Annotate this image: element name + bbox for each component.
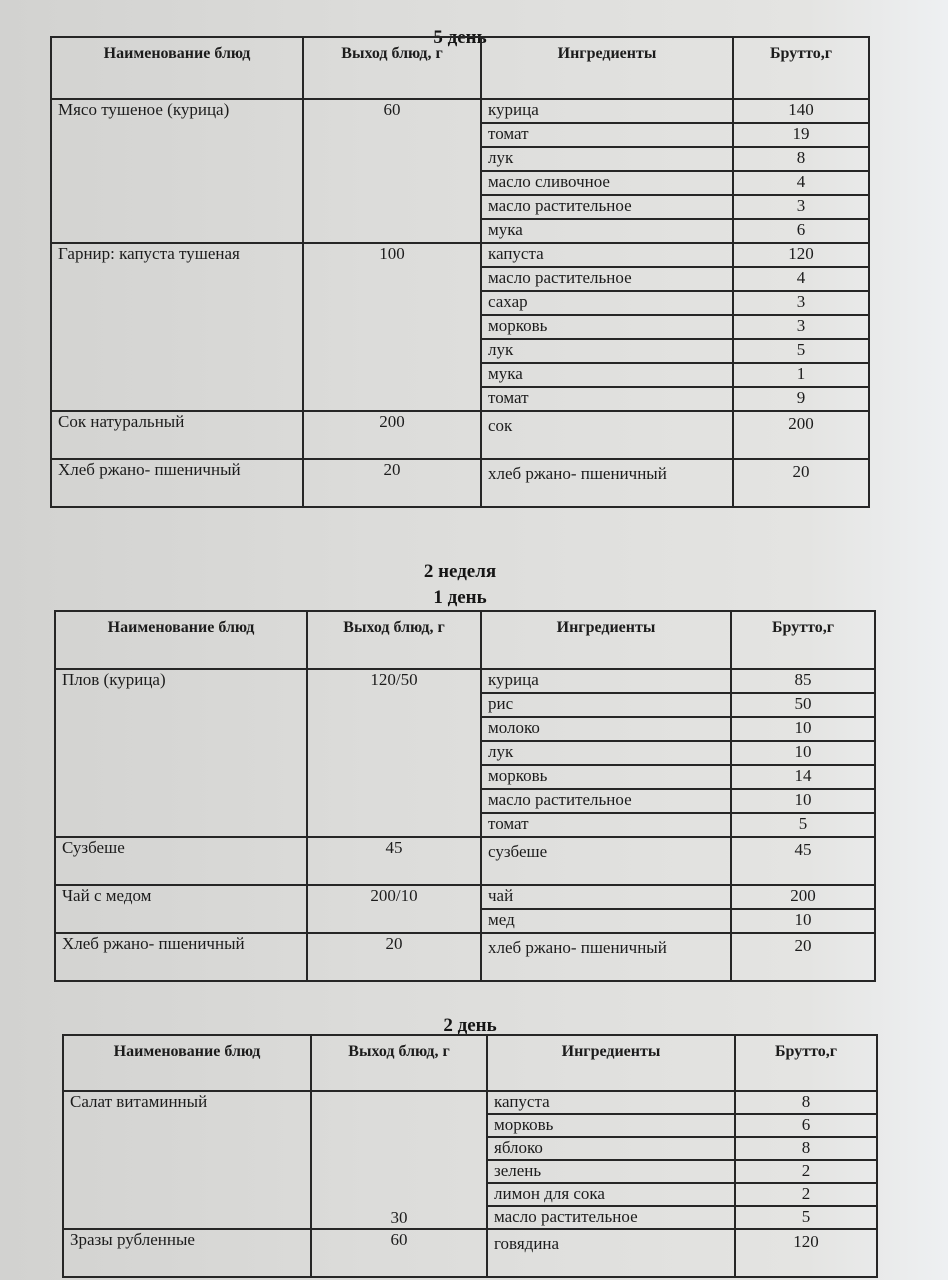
ingredient-name: масло растительное xyxy=(481,789,731,813)
ingredient-gross: 5 xyxy=(731,813,875,837)
ingredient-name: мука xyxy=(481,219,733,243)
ingredient-name: сузбеше xyxy=(481,837,731,885)
ingredient-name: сахар xyxy=(481,291,733,315)
ingredient-name: лук xyxy=(481,339,733,363)
ingredient-gross: 10 xyxy=(731,741,875,765)
ingredient-name: масло сливочное xyxy=(481,171,733,195)
menu-table-day5 xyxy=(50,36,870,508)
ingredient-gross: 5 xyxy=(733,339,869,363)
dish-name: Чай с медом xyxy=(55,885,307,933)
table-row xyxy=(51,243,869,267)
dish-yield: 30 xyxy=(311,1091,487,1229)
ingredient-name: лимон для сока xyxy=(487,1183,735,1206)
ingredient-gross: 5 xyxy=(735,1206,877,1229)
header-gross: Брутто,г xyxy=(733,37,869,99)
dish-name: Сузбеше xyxy=(55,837,307,885)
ingredient-gross: 1 xyxy=(733,363,869,387)
header-ingredients: Ингредиенты xyxy=(481,611,731,669)
header-yield: Выход блюд, г xyxy=(311,1035,487,1091)
ingredient-name: томат xyxy=(481,123,733,147)
dish-yield: 120/50 xyxy=(307,669,481,837)
header-gross: Брутто,г xyxy=(731,611,875,669)
ingredient-gross: 10 xyxy=(731,789,875,813)
week-title: 2 неделя xyxy=(423,561,497,582)
dish-name: Мясо тушеное (курица) xyxy=(51,99,303,243)
section-title-day5: 5 день xyxy=(433,27,487,48)
table-row xyxy=(51,459,869,507)
ingredient-name: яблоко xyxy=(487,1137,735,1160)
ingredient-name: морковь xyxy=(487,1114,735,1137)
menu-table-week2-day1 xyxy=(54,610,876,982)
ingredient-name: молоко xyxy=(481,717,731,741)
ingredient-gross: 200 xyxy=(733,411,869,459)
dish-yield: 200 xyxy=(303,411,481,459)
ingredient-gross: 8 xyxy=(733,147,869,171)
header-gross: Брутто,г xyxy=(735,1035,877,1091)
dish-name: Салат витаминный xyxy=(63,1091,311,1229)
ingredient-gross: 200 xyxy=(731,885,875,909)
header-ingredients: Ингредиенты xyxy=(487,1035,735,1091)
dish-yield: 60 xyxy=(311,1229,487,1277)
ingredient-gross: 3 xyxy=(733,195,869,219)
dish-name: Гарнир: капуста тушеная xyxy=(51,243,303,411)
table-row xyxy=(55,837,875,885)
dish-name: Зразы рубленные xyxy=(63,1229,311,1277)
ingredient-gross: 4 xyxy=(733,171,869,195)
ingredient-name: рис xyxy=(481,693,731,717)
header-dish-name: Наименование блюд xyxy=(55,611,307,669)
ingredient-name: чай xyxy=(481,885,731,909)
ingredient-name: масло растительное xyxy=(481,195,733,219)
header-yield: Выход блюд, г xyxy=(307,611,481,669)
ingredient-gross: 10 xyxy=(731,909,875,933)
ingredient-gross: 45 xyxy=(731,837,875,885)
dish-name: Хлеб ржано- пшеничный xyxy=(51,459,303,507)
ingredient-gross: 140 xyxy=(733,99,869,123)
ingredient-gross: 3 xyxy=(733,291,869,315)
ingredient-name: томат xyxy=(481,387,733,411)
ingredient-name: лук xyxy=(481,147,733,171)
dish-name: Плов (курица) xyxy=(55,669,307,837)
dish-yield: 200/10 xyxy=(307,885,481,933)
table-row xyxy=(51,411,869,459)
ingredient-name: мука xyxy=(481,363,733,387)
ingredient-gross: 6 xyxy=(735,1114,877,1137)
ingredient-gross: 8 xyxy=(735,1137,877,1160)
ingredient-gross: 3 xyxy=(733,315,869,339)
table-row xyxy=(55,885,875,909)
ingredient-gross: 120 xyxy=(733,243,869,267)
dish-name: Сок натуральный xyxy=(51,411,303,459)
ingredient-gross: 85 xyxy=(731,669,875,693)
dish-yield: 20 xyxy=(307,933,481,981)
ingredient-name: томат xyxy=(481,813,731,837)
table-row xyxy=(63,1091,877,1114)
menu-table-day2 xyxy=(62,1034,878,1278)
table-header-row xyxy=(55,611,875,669)
ingredient-name: лук xyxy=(481,741,731,765)
table-header-row xyxy=(63,1035,877,1091)
ingredient-gross: 6 xyxy=(733,219,869,243)
ingredient-gross: 20 xyxy=(731,933,875,981)
dish-yield: 60 xyxy=(303,99,481,243)
table-row xyxy=(63,1229,877,1277)
ingredient-gross: 8 xyxy=(735,1091,877,1114)
table-header-row xyxy=(51,37,869,99)
section-title-week2-day1: 1 день xyxy=(433,587,487,608)
ingredient-gross: 120 xyxy=(735,1229,877,1277)
header-dish-name: Наименование блюд xyxy=(63,1035,311,1091)
ingredient-name: сок xyxy=(481,411,733,459)
dish-yield: 20 xyxy=(303,459,481,507)
ingredient-gross: 20 xyxy=(733,459,869,507)
ingredient-name: капуста xyxy=(481,243,733,267)
table-row xyxy=(51,99,869,123)
header-ingredients: Ингредиенты xyxy=(481,37,733,99)
dish-yield: 100 xyxy=(303,243,481,411)
ingredient-name: морковь xyxy=(481,315,733,339)
ingredient-name: хлеб ржано- пшеничный xyxy=(481,459,733,507)
ingredient-gross: 10 xyxy=(731,717,875,741)
ingredient-gross: 19 xyxy=(733,123,869,147)
table-row xyxy=(55,669,875,693)
ingredient-name: морковь xyxy=(481,765,731,789)
ingredient-gross: 50 xyxy=(731,693,875,717)
table-row xyxy=(55,933,875,981)
ingredient-name: курица xyxy=(481,99,733,123)
ingredient-gross: 2 xyxy=(735,1183,877,1206)
ingredient-name: говядина xyxy=(487,1229,735,1277)
header-yield: Выход блюд, г xyxy=(303,37,481,99)
ingredient-gross: 4 xyxy=(733,267,869,291)
ingredient-name: хлеб ржано- пшеничный xyxy=(481,933,731,981)
ingredient-name: капуста xyxy=(487,1091,735,1114)
ingredient-gross: 14 xyxy=(731,765,875,789)
ingredient-gross: 2 xyxy=(735,1160,877,1183)
header-dish-name: Наименование блюд xyxy=(51,37,303,99)
ingredient-name: масло растительное xyxy=(487,1206,735,1229)
ingredient-name: мед xyxy=(481,909,731,933)
dish-name: Хлеб ржано- пшеничный xyxy=(55,933,307,981)
section-title-day2: 2 день xyxy=(443,1015,497,1036)
ingredient-name: зелень xyxy=(487,1160,735,1183)
ingredient-gross: 9 xyxy=(733,387,869,411)
ingredient-name: масло растительное xyxy=(481,267,733,291)
ingredient-name: курица xyxy=(481,669,731,693)
dish-yield: 45 xyxy=(307,837,481,885)
